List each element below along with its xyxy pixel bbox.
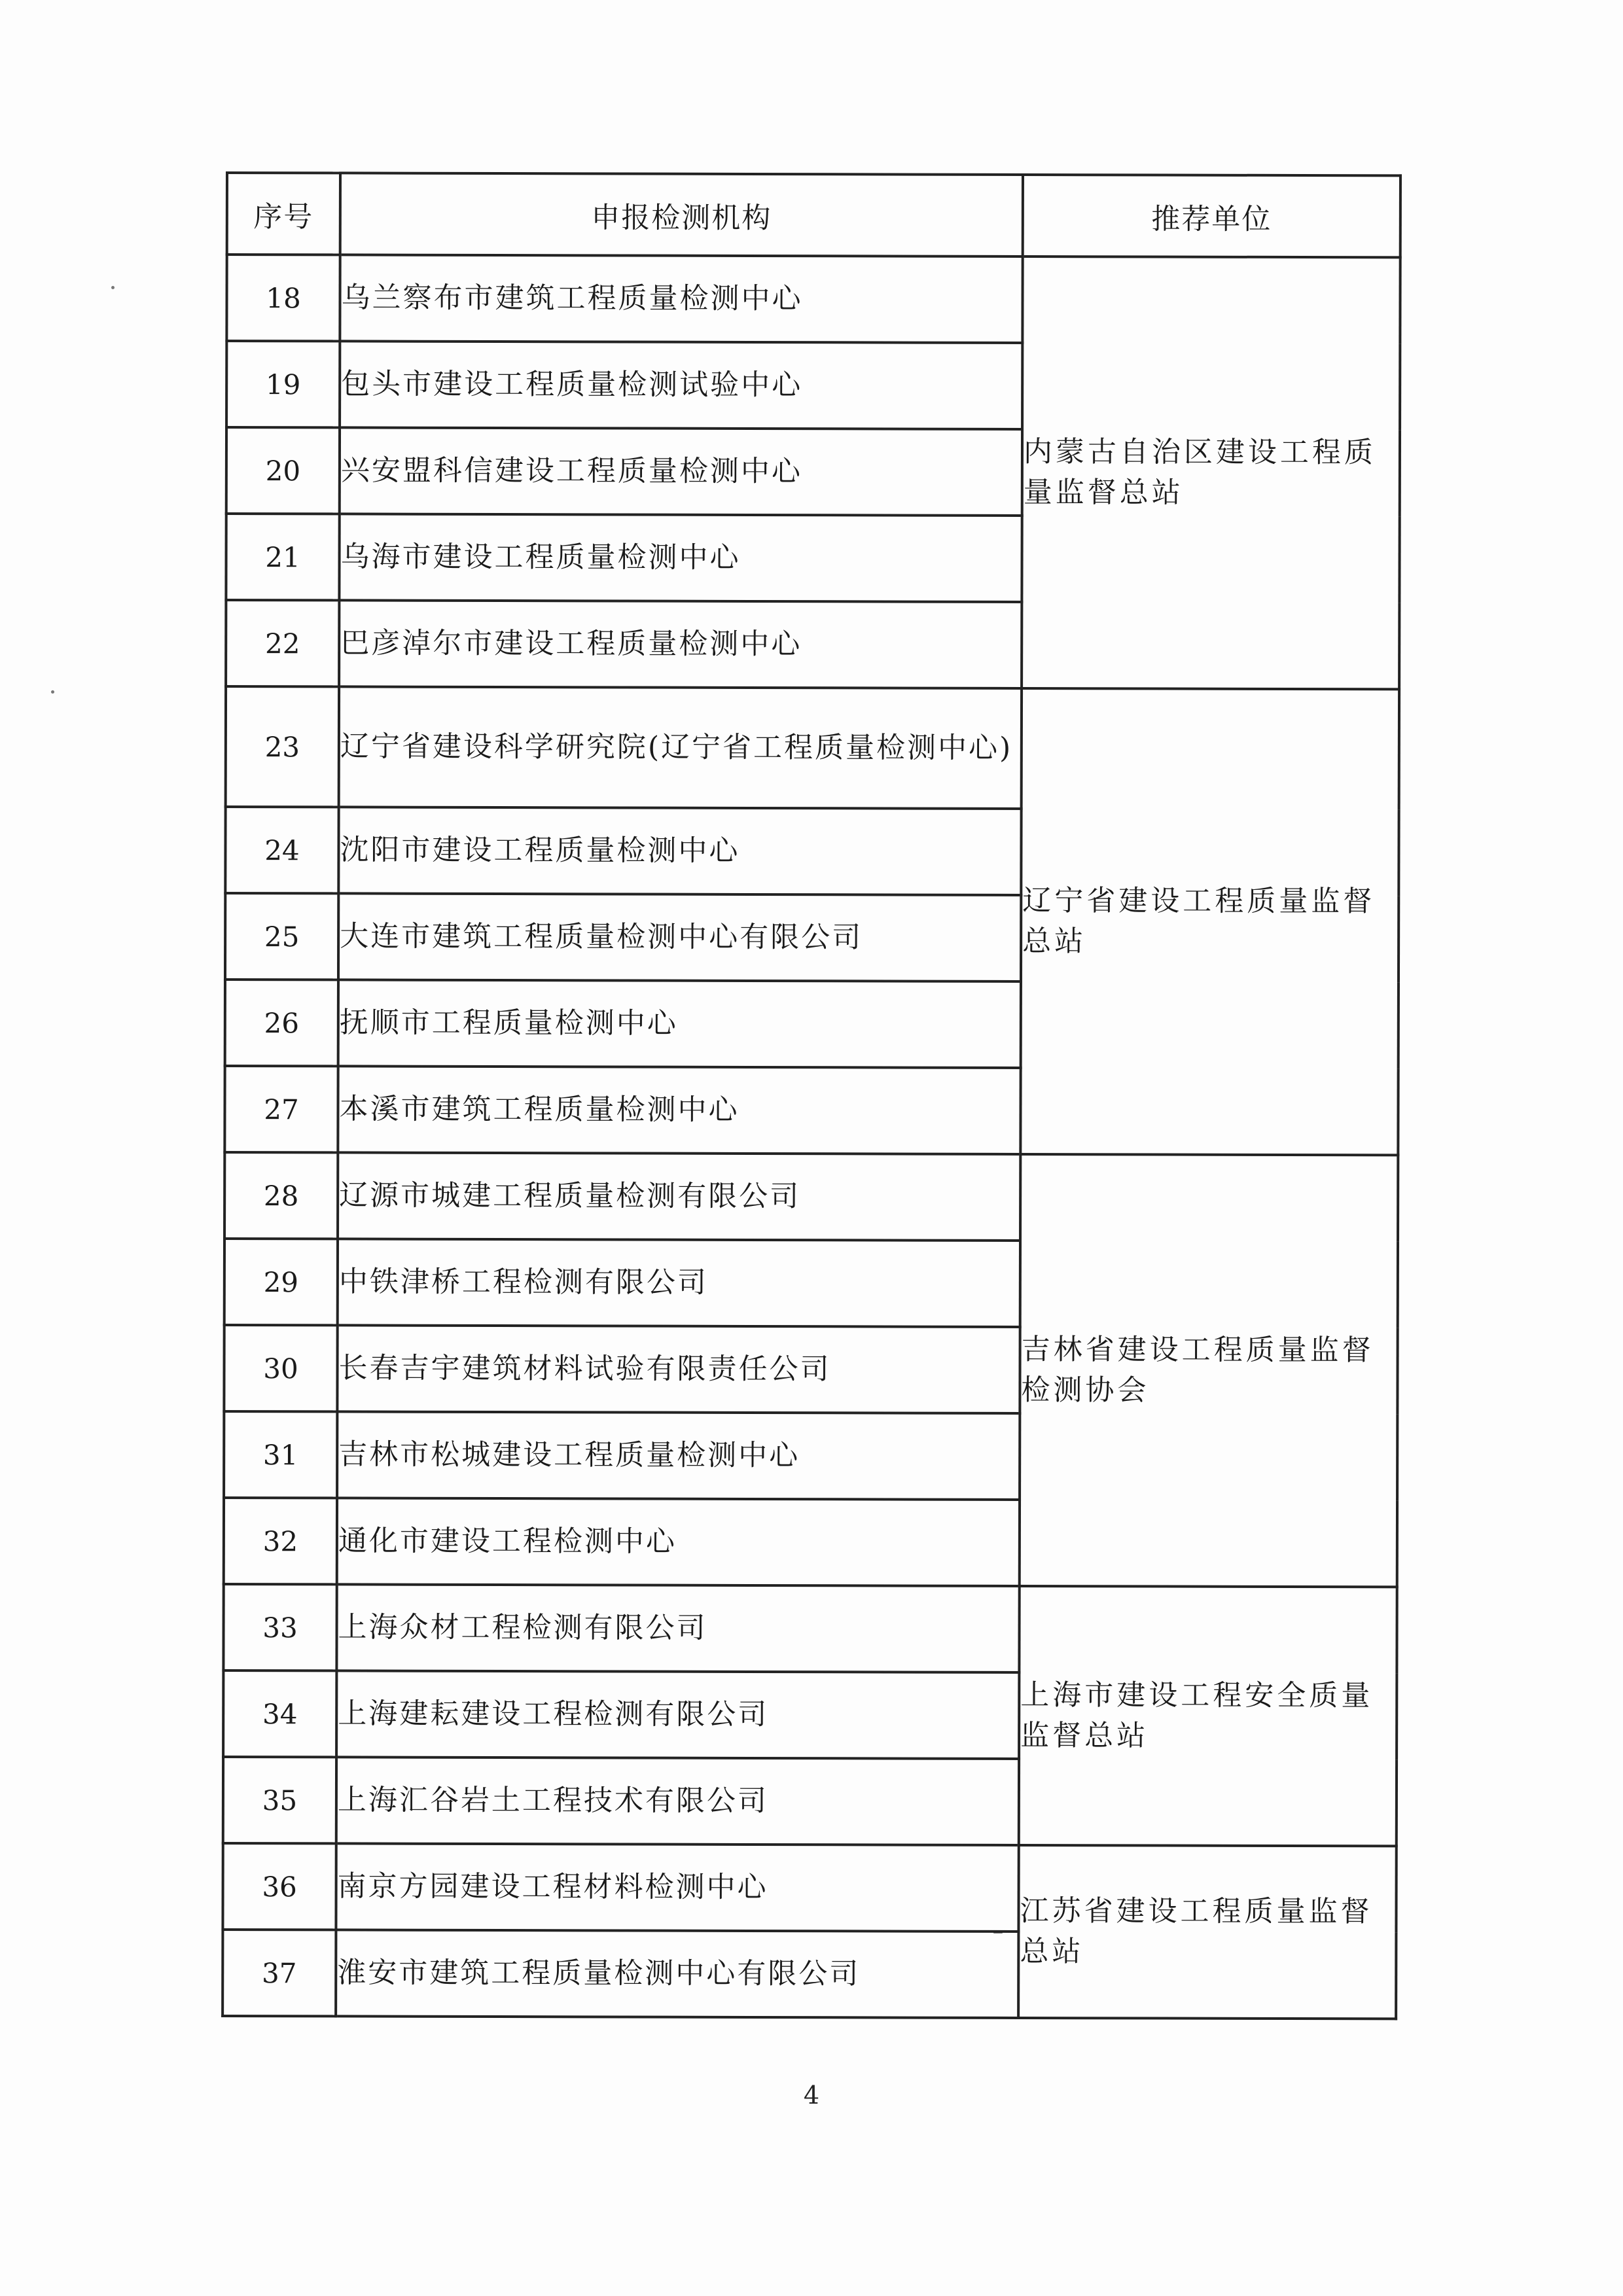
- row-number: 24: [225, 807, 338, 893]
- institution-name: 巴彦淖尔市建设工程质量检测中心: [339, 600, 1022, 688]
- row-number: 36: [223, 1843, 336, 1930]
- header-serial-number: 序号: [227, 173, 340, 255]
- row-number: 19: [226, 341, 340, 427]
- row-number: 23: [226, 686, 339, 807]
- recommending-unit: 上海市建设工程安全质量监督总站: [1019, 1586, 1397, 1846]
- row-number: 31: [224, 1411, 337, 1498]
- row-number: 20: [226, 427, 340, 514]
- institution-name: 上海建耘建设工程检测有限公司: [336, 1670, 1019, 1759]
- institution-name: 抚顺市工程质量检测中心: [338, 980, 1021, 1068]
- table-row: [224, 1152, 1398, 1241]
- institution-name: 长春吉宇建筑材料试验有限责任公司: [337, 1325, 1020, 1413]
- institution-name: 辽宁省建设科学研究院(辽宁省工程质量检测中心): [339, 686, 1022, 809]
- header-applicant-institution: 申报检测机构: [340, 173, 1023, 256]
- institution-name: 上海汇谷岩土工程技术有限公司: [336, 1757, 1019, 1845]
- row-number: 21: [226, 514, 339, 600]
- row-number: 37: [223, 1930, 336, 2016]
- recommending-unit: 辽宁省建设工程质量监督总站: [1020, 688, 1399, 1155]
- row-number: 26: [225, 980, 338, 1066]
- table-row: [226, 255, 1400, 344]
- scan-speck: [51, 690, 54, 694]
- row-number: 29: [224, 1239, 338, 1325]
- institution-name: 沈阳市建设工程质量检测中心: [338, 807, 1021, 895]
- row-number: 27: [224, 1066, 338, 1152]
- row-number: 28: [224, 1152, 338, 1239]
- row-number: 34: [223, 1670, 336, 1757]
- institution-name: 南京方园建设工程材料检测中心: [336, 1843, 1018, 1932]
- row-number: 22: [226, 600, 339, 686]
- page-number: 4: [803, 2081, 820, 2110]
- institution-name: 上海众材工程检测有限公司: [336, 1584, 1019, 1672]
- row-number: 25: [225, 893, 338, 980]
- institution-name: 辽源市城建工程质量检测有限公司: [338, 1152, 1020, 1241]
- institution-table: [221, 171, 1402, 2020]
- institution-name: 乌兰察布市建筑工程质量检测中心: [340, 255, 1022, 343]
- table-row: [223, 1584, 1397, 1673]
- recommending-unit: 内蒙古自治区建设工程质量监督总站: [1022, 256, 1400, 689]
- table-row: [226, 686, 1399, 809]
- institution-name: 吉林市松城建设工程质量检测中心: [337, 1411, 1020, 1500]
- institution-name: 本溪市建筑工程质量检测中心: [338, 1066, 1020, 1154]
- institution-name: 中铁津桥工程检测有限公司: [338, 1239, 1020, 1327]
- institution-name: 乌海市建设工程质量检测中心: [339, 514, 1022, 602]
- institution-name: 大连市建筑工程质量检测中心有限公司: [338, 893, 1021, 981]
- recommending-unit: 江苏省建设工程质量监督总站: [1018, 1845, 1397, 2019]
- institution-name: 兴安盟科信建设工程质量检测中心: [340, 427, 1022, 516]
- row-number: 35: [223, 1757, 336, 1843]
- row-number: 18: [226, 255, 340, 341]
- institution-name: 通化市建设工程检测中心: [337, 1498, 1020, 1586]
- recommending-unit: 吉林省建设工程质量监督检测协会: [1020, 1154, 1399, 1587]
- scan-speck: [111, 286, 115, 289]
- row-number: 33: [223, 1584, 336, 1670]
- row-number: 30: [224, 1325, 337, 1411]
- row-number: 32: [224, 1498, 337, 1584]
- header-recommending-unit: 推荐单位: [1023, 175, 1400, 257]
- table-header-row: [227, 173, 1400, 257]
- table-row: [223, 1843, 1396, 1932]
- institution-name: 包头市建设工程质量检测试验中心: [340, 341, 1022, 429]
- institution-name: 淮安市建筑工程质量检测中心有限公司: [336, 1930, 1018, 2018]
